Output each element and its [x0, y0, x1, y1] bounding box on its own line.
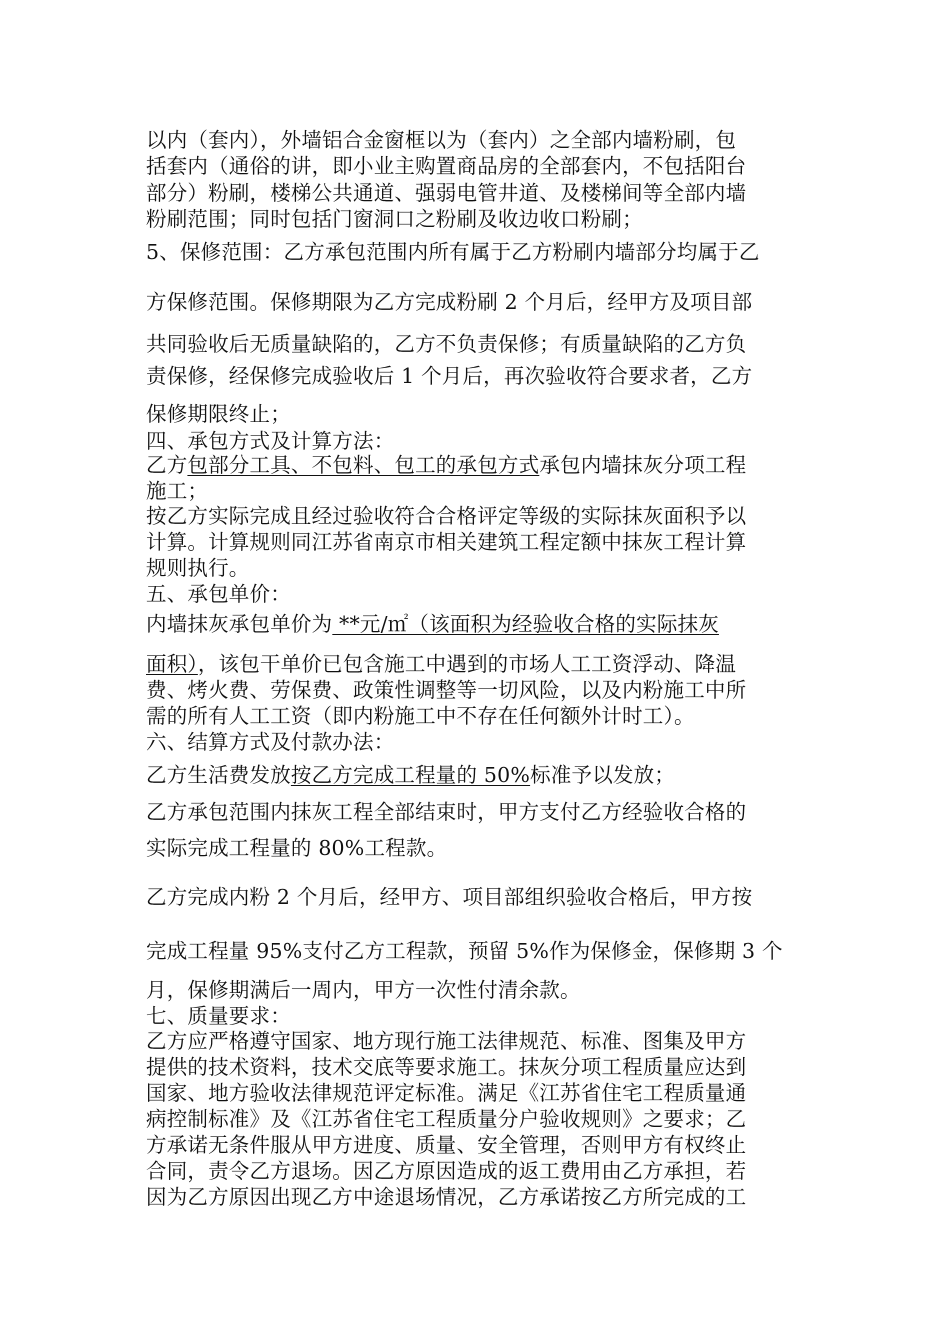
underlined-text: 按乙方完成工程量的 50%: [290, 763, 531, 787]
text-segment: 计算。计算规则同江苏省南京市相关建筑工程定额中抹灰工程计算: [146, 530, 747, 554]
text-line: [146, 153, 746, 179]
text-line: [146, 799, 746, 825]
text-line: [146, 401, 291, 427]
underlined-text: 包部分工具、不包料、包工的承包方式: [187, 453, 540, 477]
text-segment: 月，保修期满后一周内，甲方一次性付清余款。: [146, 978, 581, 1002]
text-line: [146, 1184, 746, 1210]
text-segment: 施工；: [146, 479, 209, 503]
text-segment: 七、质量要求：: [146, 1004, 291, 1028]
text-segment: 括套内（通俗的讲，即小业主购置商品房的全部套内，不包括阳台: [146, 154, 747, 178]
text-segment: 费、烤火费、劳保费、政策性调整等一切风险，以及内粉施工中所: [146, 678, 747, 702]
text-segment: 5、保修范围：乙方承包范围内所有属于乙方粉刷内墙部分均属于乙: [146, 240, 760, 264]
text-segment: 因为乙方原因出现乙方中途退场情况，乙方承诺按乙方所完成的工: [146, 1185, 747, 1209]
underlined-text: **元/㎡（该面积为经验收合格的实际抹灰: [332, 612, 719, 636]
text-segment: 乙方生活费发放: [146, 763, 291, 787]
text-line: [146, 762, 675, 788]
text-segment: 以内（套内），外墙铝合金窗框以为（套内）之全部内墙粉刷，包: [146, 128, 737, 152]
text-segment: 粉刷范围；同时包括门窗洞口之粉刷及收边收口粉刷；: [146, 207, 643, 231]
text-line: [146, 1106, 746, 1132]
text-line: [146, 503, 746, 529]
text-line: [146, 1132, 746, 1158]
text-segment: 部分）粉刷，楼梯公共通道、强弱电管井道、及楼梯间等全部内墙: [146, 181, 747, 205]
text-segment: 提供的技术资料，技术交底等要求施工。抹灰分项工程质量应达到: [146, 1055, 747, 1079]
text-line: [146, 452, 746, 478]
text-segment: 乙方完成内粉 2 个月后，经甲方、项目部组织验收合格后，甲方按: [146, 885, 753, 909]
text-line: [146, 363, 752, 389]
text-segment: 乙方: [146, 453, 188, 477]
text-segment: 乙方应严格遵守国家、地方现行施工法律规范、标准、图集及甲方: [146, 1029, 747, 1053]
text-line: [146, 555, 250, 581]
text-line: [146, 703, 695, 729]
text-segment: ，该包干单价已包含施工中遇到的市场人工工资浮动、降温: [197, 652, 737, 676]
text-segment: 方保修范围。保修期限为乙方完成粉刷 2 个月后，经甲方及项目部: [146, 290, 753, 314]
text-line: [146, 884, 752, 910]
text-line: [146, 331, 746, 357]
text-segment: 方承诺无条件服从甲方进度、质量、安全管理，否则甲方有权终止: [146, 1133, 747, 1157]
text-line: [146, 651, 736, 677]
text-line: [146, 1003, 291, 1029]
text-line: [146, 677, 746, 703]
text-line: [146, 239, 760, 265]
text-segment: 合同，责令乙方退场。因乙方原因造成的返工费用由乙方承担，若: [146, 1159, 747, 1183]
text-line: [146, 289, 752, 315]
text-segment: 内墙抹灰承包单价为: [146, 612, 333, 636]
text-segment: 四、承包方式及计算方法：: [146, 429, 395, 453]
text-line: [146, 581, 291, 607]
text-line: [146, 1054, 746, 1080]
text-line: [146, 127, 736, 153]
text-line: [146, 835, 447, 861]
text-line: [146, 611, 719, 637]
text-line: [146, 977, 581, 1003]
text-segment: 国家、地方验收法律规范评定标准。满足《江苏省住宅工程质量通: [146, 1081, 747, 1105]
text-line: [146, 938, 783, 964]
text-segment: 保修期限终止；: [146, 402, 291, 426]
text-line: [146, 428, 394, 454]
text-segment: 共同验收后无质量缺陷的，乙方不负责保修；有质量缺陷的乙方负: [146, 332, 747, 356]
text-segment: 五、承包单价：: [146, 582, 291, 606]
text-segment: 责保修，经保修完成验收后 1 个月后，再次验收符合要求者，乙方: [146, 364, 753, 388]
text-line: [146, 1158, 746, 1184]
text-line: [146, 1080, 746, 1106]
text-segment: 标准予以发放；: [530, 763, 675, 787]
text-line: [146, 478, 208, 504]
text-segment: 承包内墙抹灰分项工程: [539, 453, 747, 477]
text-segment: 需的所有人工工资（即内粉施工中不存在任何额外计时工）。: [146, 704, 695, 728]
text-segment: 完成工程量 95%支付乙方工程款，预留 5%作为保修金，保修期 3 个: [146, 939, 783, 963]
text-segment: 病控制标准》及《江苏省住宅工程质量分户验收规则》之要求；乙: [146, 1107, 747, 1131]
text-line: [146, 1028, 746, 1054]
text-segment: 按乙方实际完成且经过验收符合合格评定等级的实际抹灰面积予以: [146, 504, 747, 528]
text-line: [146, 180, 746, 206]
text-segment: 规则执行。: [146, 556, 250, 580]
text-line: [146, 729, 394, 755]
text-line: [146, 529, 746, 555]
underlined-text: 面积）: [146, 652, 198, 676]
text-segment: 实际完成工程量的 80%工程款。: [146, 836, 448, 860]
text-segment: 六、结算方式及付款办法：: [146, 730, 395, 754]
text-segment: 乙方承包范围内抹灰工程全部结束时，甲方支付乙方经验收合格的: [146, 800, 747, 824]
text-line: [146, 206, 643, 232]
